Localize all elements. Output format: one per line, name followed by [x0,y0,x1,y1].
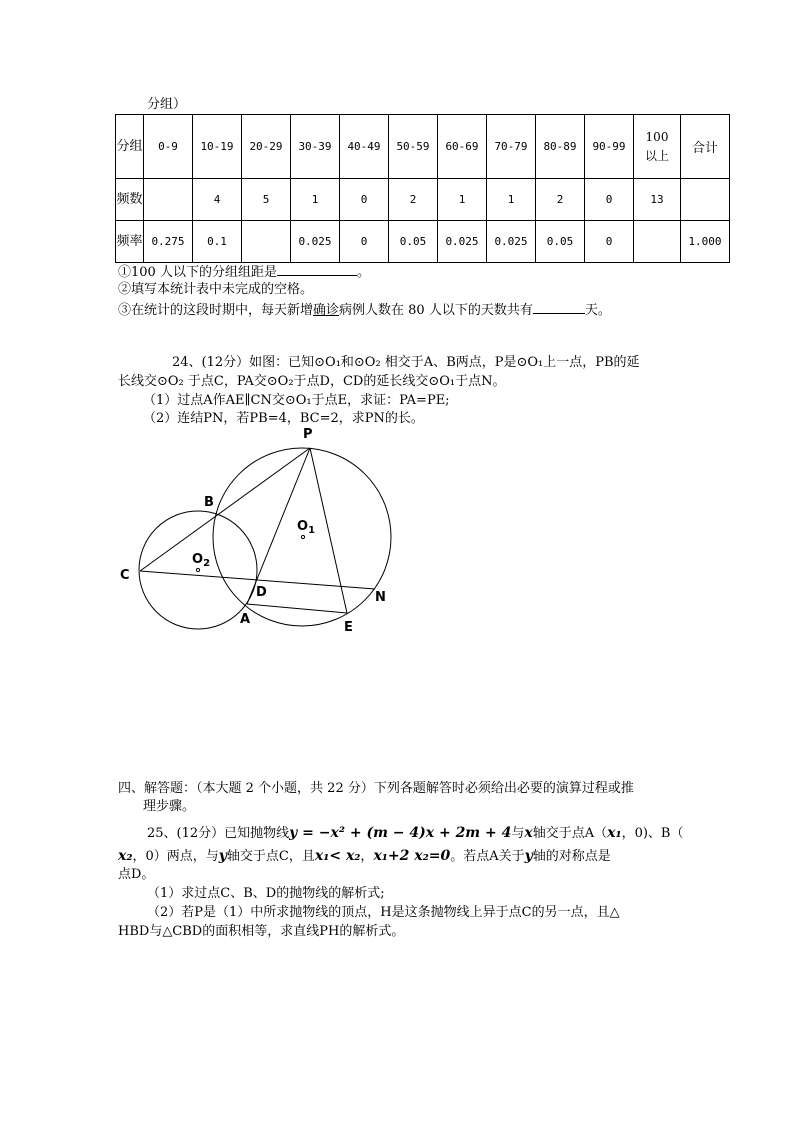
cell: 40-49 [340,115,389,179]
section4-heading-line-1: 四、解答题：（本大题 2 个小题，共 22 分）下列各题解答时必须给出必要的演算过程或推 [118,781,634,796]
label-o1: $O_1$ [297,519,316,536]
cell: 50-59 [389,115,438,179]
cell: 90-99 [585,115,634,179]
cell: 0.025 [487,221,536,263]
q24-line-1: 24、(12分）如图：已知⊙O₁和⊙O₂ 相交于A、B两点，P是⊙O₁上一点，PB的延 [172,355,640,370]
cell: 20-29 [242,115,291,179]
label-a: A [240,612,251,627]
cell: 0-9 [144,115,193,179]
cell: 0.1 [193,221,242,263]
cell: 0 [340,179,389,221]
table-caption-tail: 分组） [147,97,187,112]
circle-o1 [213,448,391,626]
cell: 0.05 [536,221,585,263]
cell: 5 [242,179,291,221]
q23-item-3: ③在统计的这段时期中，每天新增确诊病例人数在 80 人以下的天数共有 天。 [118,303,611,318]
q24-sub-2: （2）连结PN，若PB=4，BC=2，求PN的长。 [143,411,424,426]
parabola-equation: y = −x² + (m − 4)x + 2m + 4 [289,825,512,841]
cell: 0.275 [144,221,193,263]
q23-item-1: ①100 人以下的分组组距是 。 [118,265,370,280]
line-ae [247,604,347,613]
cell: 1 [438,179,487,221]
label-d: D [256,585,267,600]
cell: 2 [536,179,585,221]
q25-sub-2b: HBD与△CBD的面积相等，求直线PH的解析式。 [118,924,405,939]
q25-line-1: 25、(12分）已知抛物线y = −x² + (m − 4)x + 2m + 4与x轴交于点A（x₁，0)、B（ [147,825,684,841]
section4-heading-line-2: 理步骤。 [143,799,196,814]
line-pe [310,448,347,613]
cell: 60-69 [438,115,487,179]
cell: 2 [389,179,438,221]
cell: 80-89 [536,115,585,179]
row-label-counts: 频数 [116,179,144,221]
cell: 0 [585,179,634,221]
cell: 0.025 [291,221,340,263]
q25-line-2: x₂，0）两点，与y轴交于点C，且x₁< x₂，x₁+2 x₂=0。若点A关于y轴的对称点是 [118,848,611,864]
cell: 13 [634,179,681,221]
cell: 合计 [681,115,730,179]
cell: 70-79 [487,115,536,179]
cell: 1 [291,179,340,221]
cell: 0 [340,221,389,263]
label-p: P [303,427,313,442]
q25-sub-2a: （2）若P是（1）中所求抛物线的顶点，H是这条抛物线上异于点C的另一点，且△ [147,905,620,920]
center-o2-dot [196,568,199,571]
cell: 1 [487,179,536,221]
cell: 10-19 [193,115,242,179]
label-o2: $O_2$ [192,552,211,569]
label-b: B [204,495,214,510]
q24-line-2: 长线交⊙O₂ 于点C，PA交⊙O₂于点D，CD的延长线交⊙O₁于点N。 [118,374,506,389]
q25-line-3: 点D。 [118,867,155,882]
q25-sub-1: （1）求过点C、B、D的抛物线的解析式; [147,886,385,901]
cell: 1.000 [681,221,730,263]
label-e: E [344,620,353,635]
row-label-groups: 分组 [116,115,144,179]
cell: 0.025 [438,221,487,263]
line-pc [140,448,310,571]
row-label-freqs: 频率 [116,221,144,263]
cell: 100以上 [634,115,681,179]
center-o1-dot [301,535,304,538]
cell: 0 [585,221,634,263]
cell: 30-39 [291,115,340,179]
label-c: C [120,568,130,583]
cell: 0.05 [389,221,438,263]
cell: 4 [193,179,242,221]
q23-item-2: ②填写本统计表中未完成的空格。 [118,282,314,297]
label-n: N [375,590,386,605]
q24-sub-1: （1）过点A作AE∥CN交⊙O₁于点E，求证：PA=PE; [143,393,450,408]
